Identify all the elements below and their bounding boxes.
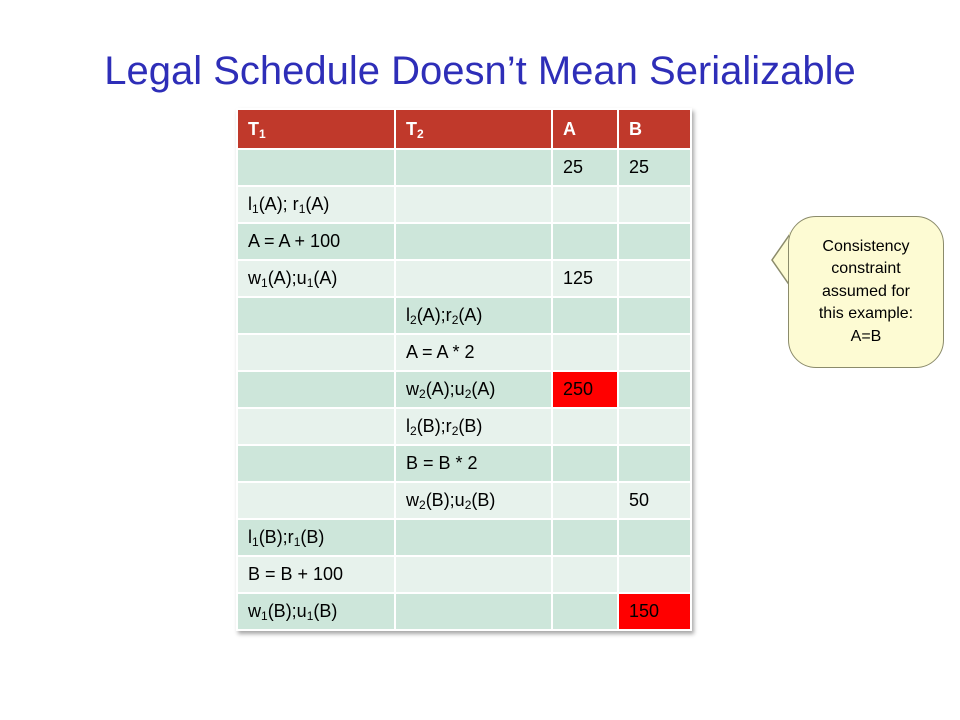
table-cell bbox=[552, 408, 618, 445]
table-row bbox=[237, 334, 691, 371]
table-cell bbox=[395, 371, 552, 408]
table-cell bbox=[618, 297, 691, 334]
table-cell bbox=[618, 186, 691, 223]
table-cell bbox=[395, 556, 552, 593]
cell-text: l bbox=[248, 194, 252, 214]
table-cell bbox=[552, 186, 618, 223]
cell-text: (A) bbox=[313, 268, 338, 288]
table-cell bbox=[552, 223, 618, 260]
table-cell bbox=[618, 445, 691, 482]
schedule-table-container bbox=[236, 108, 692, 631]
table-cell bbox=[395, 297, 552, 334]
table-cell bbox=[395, 408, 552, 445]
table-cell bbox=[395, 186, 552, 223]
table-cell bbox=[552, 519, 618, 556]
table-cell bbox=[395, 149, 552, 186]
table-cell bbox=[237, 260, 395, 297]
table-cell bbox=[237, 371, 395, 408]
table-cell bbox=[237, 223, 395, 260]
subscript: 2 bbox=[419, 387, 426, 401]
subscript: 2 bbox=[464, 387, 472, 401]
cell-text: (B);r bbox=[258, 527, 294, 547]
cell-text: (B) bbox=[300, 527, 325, 547]
table-cell bbox=[552, 334, 618, 371]
table-cell bbox=[237, 556, 395, 593]
table-cell bbox=[237, 408, 395, 445]
table-cell bbox=[552, 260, 618, 297]
cell-text: (B) bbox=[313, 601, 338, 621]
cell-text: l bbox=[406, 416, 410, 436]
table-cell bbox=[618, 334, 691, 371]
table-row bbox=[237, 149, 691, 186]
header-subscript: 1 bbox=[259, 126, 266, 141]
consistency-callout bbox=[788, 216, 944, 368]
cell-text: A = A + 100 bbox=[248, 231, 341, 251]
table-row bbox=[237, 593, 691, 630]
table-cell bbox=[552, 149, 618, 186]
table-cell bbox=[395, 223, 552, 260]
cell-text: w bbox=[406, 490, 419, 510]
callout-line: Consistency bbox=[822, 238, 910, 256]
table-cell bbox=[552, 371, 618, 408]
table-cell bbox=[618, 556, 691, 593]
table-cell bbox=[552, 445, 618, 482]
subscript: 2 bbox=[410, 424, 417, 438]
table-cell bbox=[618, 260, 691, 297]
cell-text: (B) bbox=[458, 416, 483, 436]
table-cell bbox=[237, 149, 395, 186]
table-row bbox=[237, 260, 691, 297]
table-cell bbox=[552, 593, 618, 630]
subscript: 1 bbox=[252, 202, 259, 216]
table-row bbox=[237, 482, 691, 519]
cell-text: l bbox=[248, 527, 252, 547]
table-cell bbox=[237, 186, 395, 223]
table-cell bbox=[237, 593, 395, 630]
table-header-row bbox=[237, 109, 691, 149]
subscript: 2 bbox=[451, 424, 459, 438]
cell-text: w bbox=[406, 379, 419, 399]
subscript: 1 bbox=[261, 609, 268, 623]
cell-text: 150 bbox=[629, 601, 660, 621]
cell-text: (A);u bbox=[267, 268, 307, 288]
cell-text: (A) bbox=[458, 305, 483, 325]
table-cell bbox=[395, 260, 552, 297]
callout-line: A=B bbox=[850, 327, 882, 345]
table-cell bbox=[237, 519, 395, 556]
cell-text: (B) bbox=[471, 490, 496, 510]
table-row bbox=[237, 519, 691, 556]
cell-text: (B);u bbox=[425, 490, 465, 510]
cell-text: B = B + 100 bbox=[248, 564, 344, 584]
header-label: A bbox=[563, 118, 576, 139]
cell-text: w bbox=[248, 268, 261, 288]
cell-text: 25 bbox=[563, 157, 584, 177]
table-cell bbox=[552, 482, 618, 519]
table-cell bbox=[395, 593, 552, 630]
cell-text: (A) bbox=[305, 194, 330, 214]
schedule-table bbox=[236, 108, 692, 631]
callout-line: assumed for bbox=[821, 282, 911, 300]
header-cell bbox=[552, 109, 618, 149]
callout-line: constraint bbox=[831, 260, 901, 278]
cell-text: (A);r bbox=[416, 305, 452, 325]
table-cell bbox=[237, 334, 395, 371]
table-cell bbox=[552, 297, 618, 334]
subscript: 2 bbox=[410, 313, 417, 327]
header-label: T bbox=[406, 118, 417, 139]
table-row bbox=[237, 371, 691, 408]
subscript: 1 bbox=[293, 535, 301, 549]
table-row bbox=[237, 408, 691, 445]
cell-text: (B);u bbox=[267, 601, 307, 621]
header-cell bbox=[395, 109, 552, 149]
header-label: B bbox=[629, 118, 642, 139]
header-cell bbox=[618, 109, 691, 149]
cell-text: B = B * 2 bbox=[406, 453, 478, 473]
cell-text: (A);u bbox=[425, 379, 465, 399]
header-cell bbox=[237, 109, 395, 149]
subscript: 1 bbox=[306, 609, 314, 623]
table-cell bbox=[618, 482, 691, 519]
subscript: 1 bbox=[298, 202, 306, 216]
table-row bbox=[237, 186, 691, 223]
table-cell bbox=[618, 519, 691, 556]
cell-text: A = A * 2 bbox=[406, 342, 475, 362]
cell-text: (B);r bbox=[416, 416, 452, 436]
subscript: 2 bbox=[451, 313, 459, 327]
cell-text: w bbox=[248, 601, 261, 621]
cell-text: l bbox=[406, 305, 410, 325]
subscript: 1 bbox=[252, 535, 259, 549]
cell-text: 25 bbox=[629, 157, 650, 177]
table-cell bbox=[395, 482, 552, 519]
cell-text: 50 bbox=[629, 490, 650, 510]
table-cell bbox=[237, 445, 395, 482]
table-cell bbox=[618, 223, 691, 260]
table-row bbox=[237, 223, 691, 260]
header-subscript: 2 bbox=[417, 126, 424, 141]
cell-text: (A) bbox=[471, 379, 496, 399]
slide-title: Legal Schedule Doesn’t Mean Serializable bbox=[104, 48, 856, 93]
callout-line: this example: bbox=[818, 305, 914, 323]
table-body bbox=[237, 149, 691, 630]
table-row bbox=[237, 556, 691, 593]
table-cell bbox=[395, 519, 552, 556]
table-cell bbox=[237, 297, 395, 334]
table-cell bbox=[618, 408, 691, 445]
table-cell bbox=[395, 334, 552, 371]
cell-text: 250 bbox=[563, 379, 594, 399]
table-cell bbox=[552, 556, 618, 593]
table-row bbox=[237, 297, 691, 334]
table-cell bbox=[618, 371, 691, 408]
table-cell bbox=[237, 482, 395, 519]
subscript: 2 bbox=[464, 498, 472, 512]
cell-text: (A); r bbox=[258, 194, 299, 214]
table-cell bbox=[618, 593, 691, 630]
header-label: T bbox=[248, 118, 259, 139]
table-cell bbox=[395, 445, 552, 482]
table-cell bbox=[618, 149, 691, 186]
callout-text bbox=[819, 236, 913, 348]
subscript: 1 bbox=[261, 276, 268, 290]
cell-text: 125 bbox=[563, 268, 594, 288]
subscript: 2 bbox=[419, 498, 426, 512]
subscript: 1 bbox=[306, 276, 314, 290]
table-row bbox=[237, 445, 691, 482]
